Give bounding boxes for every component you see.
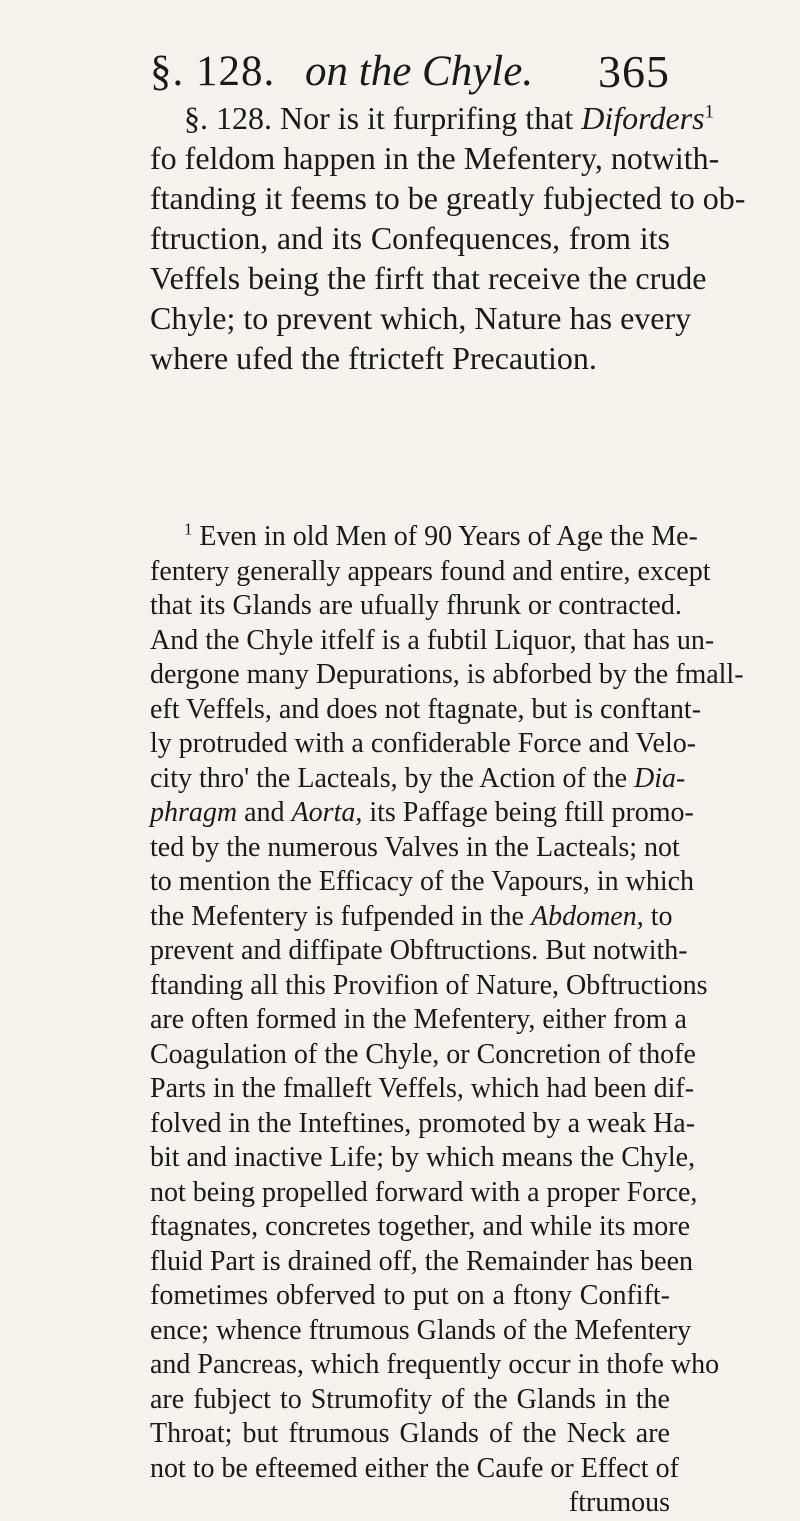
paragraph-line <box>150 218 670 258</box>
italic-text: phragm <box>150 797 238 828</box>
footnote-line <box>150 1348 720 1383</box>
footnote-line <box>150 1176 698 1211</box>
paragraph-line <box>150 258 707 298</box>
text-run: ftanding all this Provifion of Nature, Obftructions <box>150 969 708 1001</box>
text-run: ftagnates, concretes together, and while its more <box>150 1211 691 1242</box>
paragraph-line <box>150 98 715 138</box>
catchword: ftrumous <box>568 1487 670 1518</box>
text-run: the Mefentery is fufpended in the <box>150 900 531 932</box>
text-run: fentery generally appears found and entire, except <box>150 555 711 587</box>
footnote-line <box>150 1452 679 1487</box>
text-run: folved in the Inteftines, promoted by a weak Ha- <box>150 1107 696 1139</box>
paragraph-line <box>150 298 692 338</box>
footnote-marker: 1 <box>184 519 193 539</box>
text-run: fometimes obferved to put on a ftony Confift- <box>150 1280 670 1311</box>
text-run: and <box>237 797 292 828</box>
italic-text: Diforders <box>581 100 705 136</box>
text-run: that its Glands are ufually fhrunk or contracted. <box>150 590 682 621</box>
text-run: bit and inactive Life; by which means the Chyle, <box>150 1142 696 1173</box>
footnote-line <box>150 900 673 935</box>
footnote-line <box>150 1383 670 1418</box>
text-run: Chyle; to prevent which, Nature has every <box>150 300 692 336</box>
text-run: ted by the numerous Valves in the Lacteals; not <box>150 831 680 863</box>
text-run: Coagulation of the Chyle, or Concretion of thofe <box>150 1038 696 1070</box>
page-number: 365 <box>598 46 670 97</box>
text-run: fo feldom happen in the Mefentery, notwith- <box>150 140 720 176</box>
footnote-line <box>150 624 715 659</box>
italic-text: Aorta <box>291 797 356 828</box>
footnote-line <box>150 831 680 866</box>
text-run: are often formed in the Mefentery, either from a <box>150 1004 687 1035</box>
paragraph-line <box>150 338 670 378</box>
footnote-line <box>150 1279 670 1314</box>
italic-text: Abdomen <box>530 900 637 932</box>
footnote-line <box>150 519 698 555</box>
text-run: ftruction, and its Confequences, from its <box>150 220 670 256</box>
text-run: fluid Part is drained off, the Remainder has been <box>150 1245 693 1277</box>
footnote-marker: 1 <box>704 101 715 123</box>
text-run: city thro' the Lacteals, by the Action of the <box>150 762 635 794</box>
footnote-line <box>150 865 695 900</box>
footnote-line <box>150 1038 696 1073</box>
footnote-line <box>150 1141 696 1176</box>
text-run: , its Paffage being ftill promo- <box>355 797 694 828</box>
footnote-line <box>150 1210 691 1245</box>
text-run: ence; whence ftrumous Glands of the Mefentery <box>150 1314 692 1346</box>
footnote-line <box>150 1072 695 1107</box>
text-run: ly protruded with a confiderable Force and Velo- <box>150 728 697 759</box>
paragraph-line <box>150 178 746 218</box>
text-run: are fubject to Strumofity of the Glands in the <box>150 1383 670 1415</box>
text-run: , to <box>636 900 673 932</box>
text-run: And the Chyle itfelf is a fubtil Liquor, that has un- <box>150 624 715 656</box>
text-run: eft Veffels, and does not ftagnate, but is conftant- <box>150 693 702 725</box>
text-run: ftanding it feems to be greatly fubjected to ob- <box>150 180 746 216</box>
text-run: where ufed the ftricteft Precaution. <box>150 340 597 376</box>
footnote-line <box>150 1245 693 1280</box>
text-run: Veffels being the firft that receive the crude <box>150 260 707 296</box>
footnote-line <box>150 555 711 590</box>
header-title: on the Chyle. <box>305 48 534 95</box>
footnote <box>150 519 744 1521</box>
footnote-line <box>150 934 688 969</box>
footnote-line <box>150 762 686 797</box>
footnote-line <box>150 1314 692 1349</box>
footnote-line <box>150 1417 670 1452</box>
text-run: Throat; but ftrumous Glands of the Neck are <box>150 1418 670 1449</box>
text-run: not to be efteemed either the Caufe or Effect of <box>150 1452 679 1484</box>
text-run: Parts in the fmalleft Veffels, which had been dif- <box>150 1073 695 1104</box>
text-run: and Pancreas, which frequently occur in thofe who <box>150 1349 720 1380</box>
italic-text: Dia- <box>634 762 686 794</box>
text-run: dergone many Depurations, is abforbed by the fmall- <box>150 659 744 690</box>
footnote-line <box>150 1003 687 1038</box>
footnote-line <box>150 658 744 693</box>
text-run: §. 128. Nor is it furprifing that <box>184 100 582 136</box>
running-header <box>150 42 670 102</box>
paragraph-line <box>150 138 720 178</box>
text-run: not being propelled forward with a proper Force, <box>150 1176 698 1208</box>
footnote-line <box>150 796 694 831</box>
footnote-line <box>150 589 682 624</box>
footnote-line <box>150 969 708 1004</box>
text-run: Even in old Men of 90 Years of Age the Me- <box>192 521 698 552</box>
header-section-number: §. 128. <box>150 48 276 95</box>
text-run: to mention the Efficacy of the Vapours, in which <box>150 866 695 897</box>
footnote-line <box>150 727 697 762</box>
main-paragraph <box>150 98 746 378</box>
footnote-line <box>150 693 702 728</box>
footnote-line <box>150 1107 696 1142</box>
text-run: prevent and diffipate Obftructions. But notwith- <box>150 935 688 966</box>
